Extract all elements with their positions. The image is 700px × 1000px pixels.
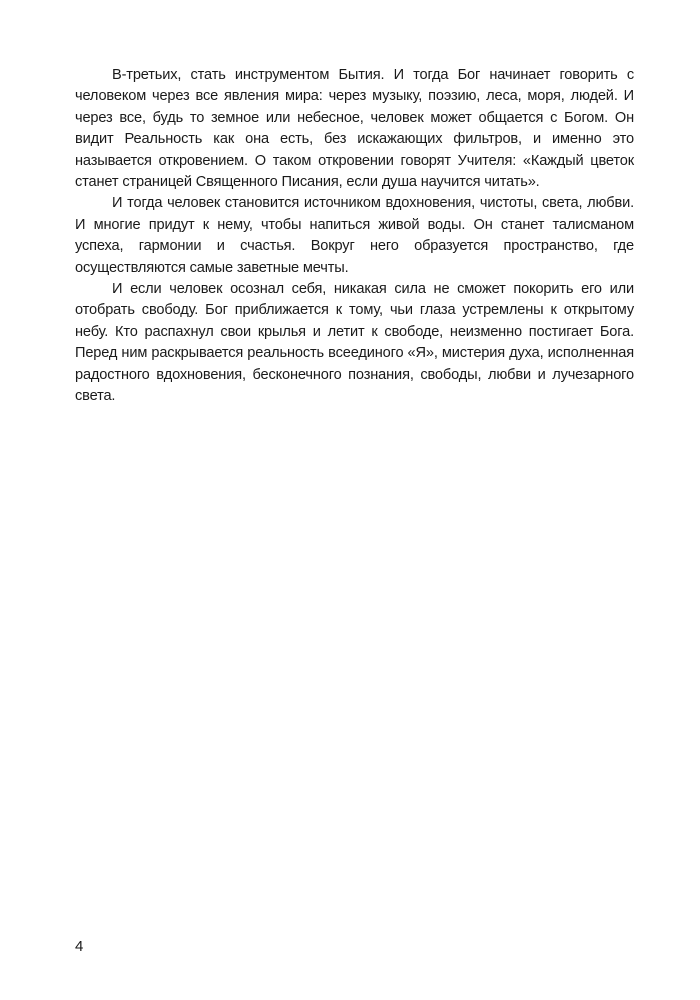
paragraph-3: И если человек осознал себя, никакая сила не сможет покорить его или отобрать свободу. Бог приближается к тому, чьи глаза устремлены к открытому небу. Кто распахнул свои крылья и летит к свободе, неизменно постигает Бога. Перед ним раскрывается реальность всеединого «Я», мистерия духа, исполненная радостного вдохновения, бесконечного познания, свободы, любви и лучезарного света. (75, 281, 634, 405)
body-text (75, 65, 634, 408)
paragraph-1: В-третьих, стать инструментом Бытия. И тогда Бог начинает говорить с человеком через все явления мира: через музыку, поэзию, леса, моря, людей. И через все, будь то земное или небесное, человек может общается с Богом. Он видит Реальность как она есть, без искажающих фильтров, и именно это называется откровением. О таком откровении говорят Учителя: «Каждый цветок станет страницей Священного Писания, если душа научится читать». (75, 67, 634, 191)
paragraph-2: И тогда человек становится источником вдохновения, чистоты, света, любви. И многие придут к нему, чтобы напиться живой воды. Он станет талисманом успеха, гармонии и счастья. Вокруг него образуется пространство, где осуществляются самые заветные мечты. (75, 195, 634, 276)
page-number: 4 (75, 938, 84, 955)
